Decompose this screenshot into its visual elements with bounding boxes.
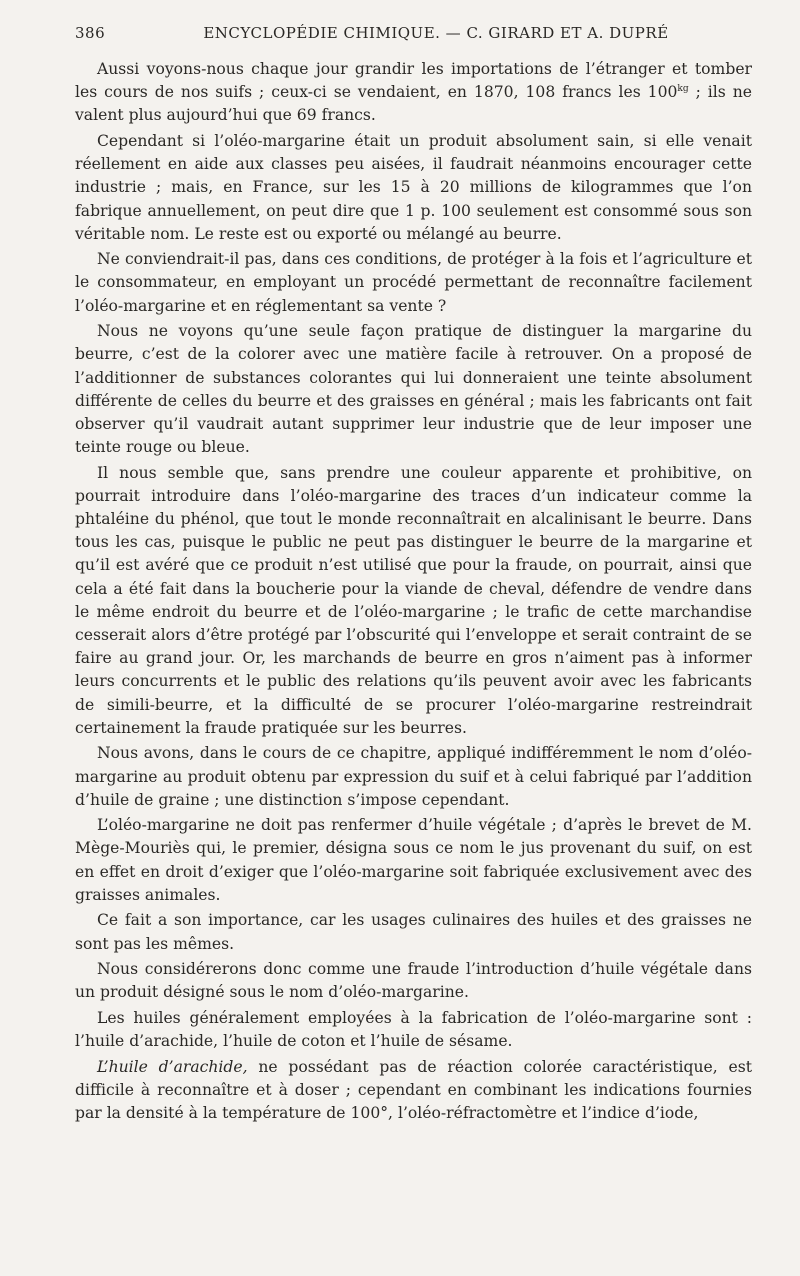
paragraph-text: Aussi voyons-nous chaque jour grandir les importations de l’étranger et tomber les cours de nos suifs ; ceux-ci se vendaient, en 1870, 108 francs les 100 (75, 60, 752, 102)
paragraph-text: ne possédant pas de réaction colorée caractéristique, est difficile à reconnaître et à doser ; cependant en combinant les indications fournies par la densité à la température de 100°, l’oléo-réfractomètre et l’indice d’iode, (75, 1057, 752, 1122)
paragraph-fraud: Nous considérerons donc comme une fraude l’introduction d’huile végétale dans un produit désigné sous le nom d’oléo-margarine. (75, 960, 752, 1002)
paragraph-distinction: Nous avons, dans le cours de ce chapitre, appliqué indifféremment le nom d’oléo-margarine au produit obtenu par expression du suif et à celui fabriqué par l’addition d’huile de graine ; une distinction s’impose cependant. (75, 744, 752, 809)
paragraph-arachide (75, 1056, 752, 1126)
unit-superscript: kg (677, 84, 689, 95)
paragraph-vegetable-oil: L’oléo-margarine ne doit pas renfermer d’huile végétale ; d’après le brevet de M. Mège-Mouriès qui, le premier, désigna sous ce nom le jus provenant du suif, on est en effet en droit d’exiger que l’oléo-margarine soit fabriquée exclusivement avec des graisses animales. (75, 816, 752, 904)
body-text (75, 58, 752, 1127)
page-header (75, 24, 752, 46)
paragraph-oils-used: Les huiles généralement employées à la fabrication de l’oléo-margarine sont : l’huile d’arachide, l’huile de coton et l’huile de sésame. (75, 1008, 752, 1050)
paragraph-culinary: Ce fait a son importance, car les usages culinaires des huiles et des graisses ne sont pas les mêmes. (75, 911, 752, 953)
italic-lead: L’huile d’arachide, (97, 1057, 248, 1076)
paragraph-importations (75, 58, 752, 128)
running-title: ENCYCLOPÉDIE CHIMIQUE. — C. GIRARD ET A. DUPRÉ (203, 24, 669, 42)
paragraph-indicator: Il nous semble que, sans prendre une couleur apparente et prohibitive, on pourrait introduire dans l’oléo-margarine des traces d’un indicateur comme la phtaléine du phénol, que tout le monde reconnaîtrait en alcalinisant le beurre. Dans tous les cas, puisque le public ne peut pas distinguer le beurre de la margarine et qu’il est avéré que ce produit n’est utilisé que pour la fraude, on pourrait, ainsi que cela a été fait dans la boucherie pour la viande de cheval, défendre de vendre dans le même endroit du beurre et de l’oléo-margarine ; le trafic de cette marchandise cesserait alors d’être protégé par l’obscurité qui l’enveloppe et serait contraint de se faire au grand jour. Or, les marchands de beurre en gros n’aiment pas à informer leurs concurrents et le public des relations qu’ils peuvent avoir avec les fabricants de simili-beurre, et la difficulté de se procurer l’oléo-margarine restreindrait certainement la fraude pratiquée sur les beurres. (75, 463, 752, 737)
paragraph-consumption: Cependant si l’oléo-margarine était un produit absolument sain, si elle venait réellement en aide aux classes peu aisées, il faudrait néanmoins encourager cette industrie ; mais, en France, sur les 15 à 20 millions de kilogrammes que l’on fabrique annuellement, on peut dire que 1 p. 100 seulement est consommé sous son véritable nom. Le reste est ou exporté ou mélangé au beurre. (75, 131, 752, 243)
page-number: 386 (75, 24, 106, 42)
paragraph-coloring: Nous ne voyons qu’une seule façon pratique de distinguer la margarine du beurre, c’est de la colorer avec une matière facile à retrouver. On a proposé de l’additionner de substances colorantes qui lui donneraient une teinte absolument différente de celles du beurre et des graisses en général ; mais les fabricants ont fait observer qu’il vaudrait autant supprimer leur industrie que de leur imposer une teinte rouge ou bleue. (75, 322, 752, 457)
paragraph-protection: Ne conviendrait-il pas, dans ces conditions, de protéger à la fois et l’agriculture et le consommateur, en employant un procédé permettant de reconnaître facilement l’oléo-margarine et en réglementant sa vente ? (75, 250, 752, 315)
paragraph-text: ; ils ne valent plus aujourd’hui que 69 francs. (75, 83, 752, 125)
